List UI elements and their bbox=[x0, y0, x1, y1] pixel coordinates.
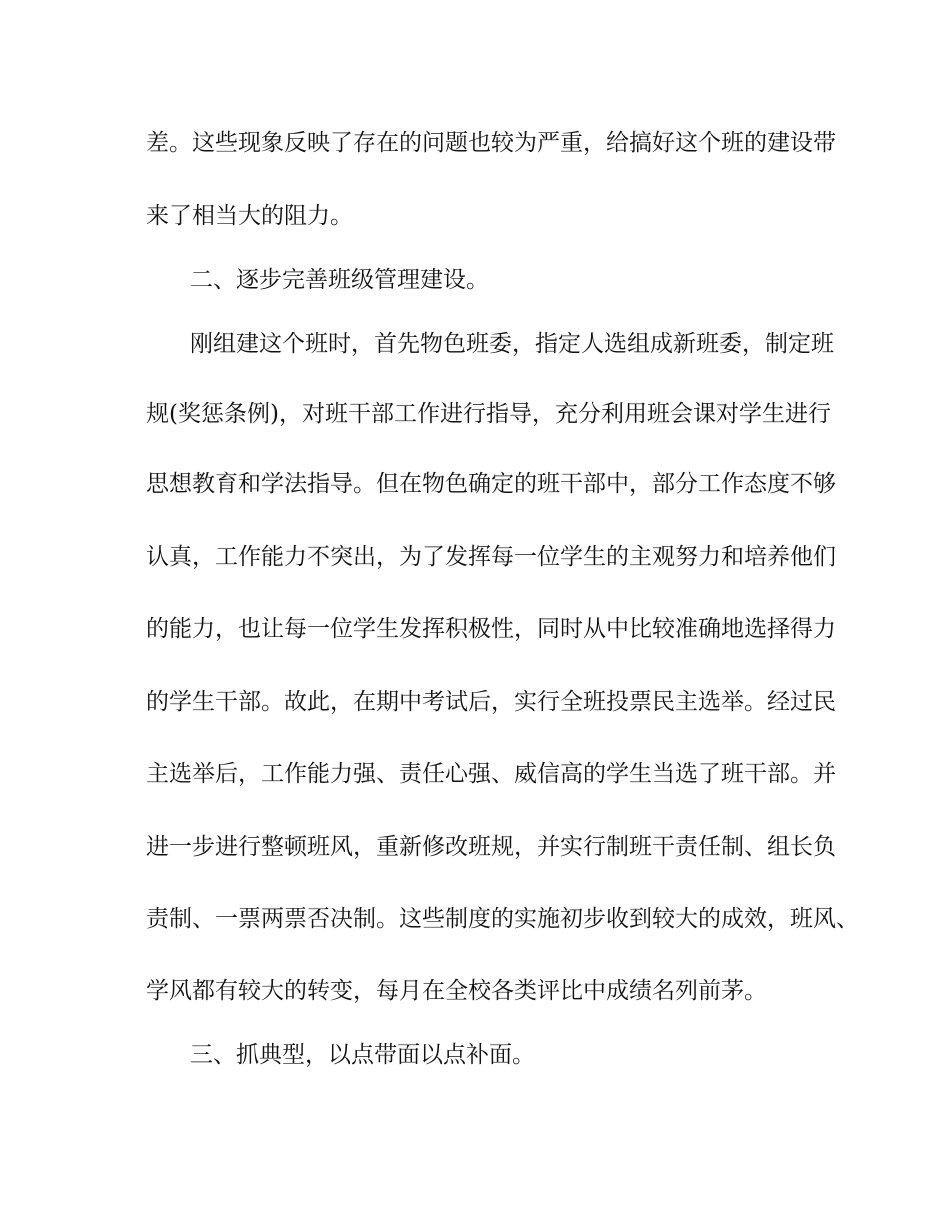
paragraph-line: 刚组建这个班时，首先物色班委，指定人选组成新班委，制定班 bbox=[190, 331, 834, 357]
section-heading: 二、逐步完善班级管理建设。 bbox=[190, 267, 489, 293]
paragraph-line: 的学生干部。故此，在期中考试后，实行全班投票民主选举。经过民 bbox=[146, 689, 836, 715]
paragraph-line: 的能力，也让每一位学生发挥积极性，同时从中比较准确地选择得力 bbox=[146, 616, 836, 642]
paragraph-line: 责制、一票两票否决制。这些制度的实施初步收到较大的成效，班风、 bbox=[146, 906, 859, 932]
paragraph-line: 来了相当大的阻力。 bbox=[146, 203, 353, 229]
paragraph-line: 进一步进行整顿班风，重新修改班规，并实行制班干责任制、组长负 bbox=[146, 834, 836, 860]
paragraph-line: 学风都有较大的转变，每月在全校各类评比中成绩名列前茅。 bbox=[146, 978, 767, 1004]
paragraph-line: 思想教育和学法指导。但在物色确定的班干部中，部分工作态度不够 bbox=[146, 471, 836, 497]
paragraph-line: 认真，工作能力不突出，为了发挥每一位学生的主观努力和培养他们 bbox=[146, 544, 836, 570]
paragraph-line: 差。这些现象反映了存在的问题也较为严重，给搞好这个班的建设带 bbox=[146, 130, 836, 156]
section-heading: 三、抓典型，以点带面以点补面。 bbox=[190, 1042, 535, 1068]
paragraph-line: 主选举后，工作能力强、责任心强、威信高的学生当选了班干部。并 bbox=[146, 761, 836, 787]
paragraph-line: 规(奖惩条例)，对班干部工作进行指导，充分利用班会课对学生进行 bbox=[146, 401, 831, 427]
